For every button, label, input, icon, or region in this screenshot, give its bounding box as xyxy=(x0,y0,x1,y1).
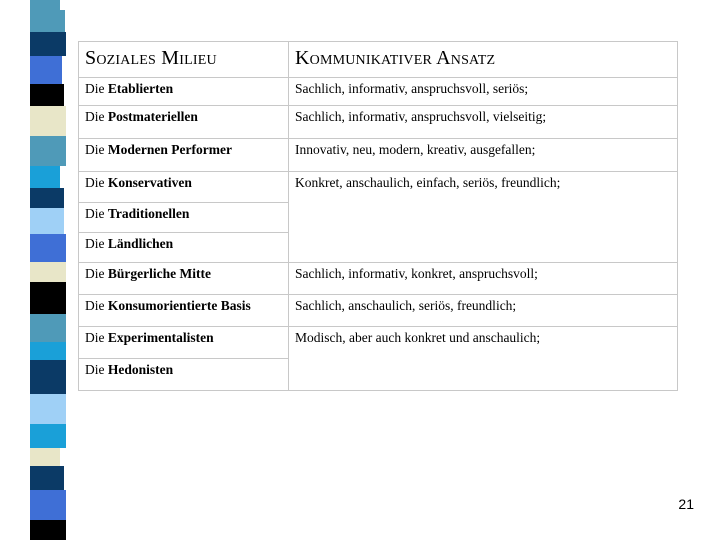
approach-cell: Sachlich, informativ, anspruchsvoll, vielseitig; xyxy=(289,106,678,139)
stripe-block xyxy=(30,84,64,106)
page-number: 21 xyxy=(678,496,694,512)
milieu-name: Hedonisten xyxy=(107,362,174,377)
stripe-block xyxy=(30,314,66,342)
table-row xyxy=(79,295,678,327)
milieu-cell xyxy=(79,78,289,106)
stripe-block xyxy=(30,10,65,32)
stripe-block xyxy=(30,394,66,424)
milieu-article: Die xyxy=(85,362,105,377)
stripe-block xyxy=(30,360,66,394)
milieu-article: Die xyxy=(85,142,105,157)
milieu-cell xyxy=(79,359,289,391)
milieu-article: Die xyxy=(85,298,105,313)
stripe-block xyxy=(30,490,66,520)
stripe-block xyxy=(30,466,64,490)
approach-cell: Sachlich, informativ, anspruchsvoll, seriös; xyxy=(289,78,678,106)
header-milieu: Soziales Milieu xyxy=(79,42,289,78)
stripe-block xyxy=(30,342,66,360)
milieu-article: Die xyxy=(85,236,105,251)
stripe-block xyxy=(30,0,60,10)
milieu-cell xyxy=(79,139,289,172)
table-row xyxy=(79,263,678,295)
milieu-cell xyxy=(79,327,289,359)
milieu-article: Die xyxy=(85,330,105,345)
milieu-cell xyxy=(79,295,289,327)
milieu-article: Die xyxy=(85,81,105,96)
milieu-name: Konsumorientierte Basis xyxy=(107,298,251,313)
milieu-name: Postmateriellen xyxy=(107,109,198,124)
stripe-block xyxy=(30,32,66,56)
table-row xyxy=(79,106,678,139)
stripe-block xyxy=(30,56,62,84)
stripe-block xyxy=(30,208,64,234)
table-row xyxy=(79,78,678,106)
stripe-block xyxy=(30,188,64,208)
stripe-block xyxy=(0,0,30,540)
milieu-name: Traditionellen xyxy=(107,206,190,221)
milieu-name: Ländlichen xyxy=(107,236,174,251)
stripe-block xyxy=(30,424,66,448)
stripe-block xyxy=(30,282,66,314)
approach-cell: Sachlich, anschaulich, seriös, freundlich; xyxy=(289,295,678,327)
milieu-article: Die xyxy=(85,109,105,124)
milieu-name: Bürgerliche Mitte xyxy=(107,266,211,281)
milieu-table xyxy=(78,41,678,391)
milieu-cell xyxy=(79,172,289,203)
stripe-block xyxy=(30,262,66,282)
approach-cell: Sachlich, informativ, konkret, anspruchsvoll; xyxy=(289,263,678,295)
milieu-cell xyxy=(79,203,289,233)
milieu-cell xyxy=(79,263,289,295)
milieu-article: Die xyxy=(85,175,105,190)
milieu-name: Konservativen xyxy=(107,175,192,190)
stripe-block xyxy=(30,166,60,188)
milieu-name: Experimentalisten xyxy=(107,330,214,345)
milieu-article: Die xyxy=(85,206,105,221)
header-approach: Kommunikativer Ansatz xyxy=(289,42,678,78)
stripe-block xyxy=(30,136,66,166)
milieu-cell xyxy=(79,106,289,139)
stripe-block xyxy=(30,106,66,136)
stripe-block xyxy=(30,520,66,540)
stripe-block xyxy=(30,448,60,466)
approach-cell: Innovativ, neu, modern, kreativ, ausgefallen; xyxy=(289,139,678,172)
milieu-cell xyxy=(79,233,289,263)
approach-cell: Modisch, aber auch konkret und anschaulich; xyxy=(289,327,678,391)
table-header-row xyxy=(79,42,678,78)
milieu-article: Die xyxy=(85,266,105,281)
approach-cell: Konkret, anschaulich, einfach, seriös, freundlich; xyxy=(289,172,678,263)
milieu-name: Etablierten xyxy=(107,81,174,96)
milieu-name: Modernen Performer xyxy=(107,142,232,157)
stripe-block xyxy=(30,234,66,262)
table-row xyxy=(79,327,678,359)
decorative-stripe xyxy=(0,0,70,540)
table-row xyxy=(79,172,678,203)
table-row xyxy=(79,139,678,172)
